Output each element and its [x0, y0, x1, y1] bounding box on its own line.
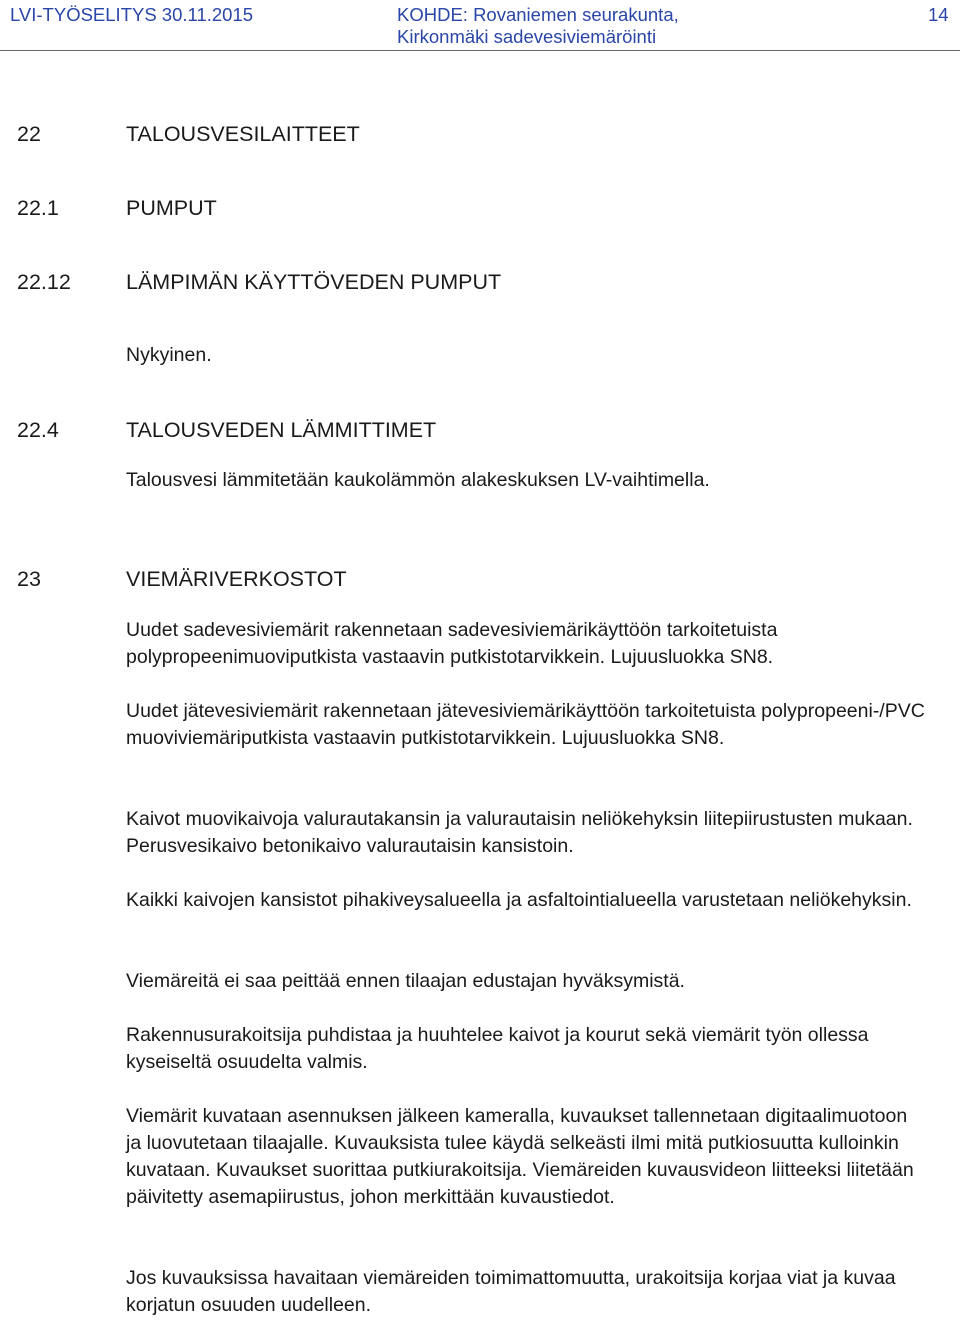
- paragraph-kaivot: Kaivot muovikaivoja valurautakansin ja valurautaisin neliökehyksin liitepiirustusten mukaan. Perusvesikaivo betonikaivo valurautaisin kansistoin.: [126, 808, 913, 857]
- section-heading-22-4: TALOUSVEDEN LÄMMITTIMET: [126, 418, 437, 442]
- project-line-2: Kirkonmäki sadevesiviemäröinti: [397, 26, 657, 47]
- paragraph-kansistot: Kaikki kaivojen kansistot pihakiveysalueella ja asfaltointialueella varustetaan neliökehyksin.: [126, 889, 912, 911]
- paragraph-korjaus: Jos kuvauksissa havaitaan viemäreiden toimimattomuutta, urakoitsija korjaa viat ja kuvaa korjatun osuuden uudelleen.: [126, 1267, 896, 1316]
- project-line-1: KOHDE: Rovaniemen seurakunta,: [397, 4, 679, 25]
- section-number-22-12: 22.12: [17, 270, 71, 294]
- section-heading-22-1: PUMPUT: [126, 196, 217, 220]
- section-number-22-4: 22.4: [17, 418, 59, 442]
- section-number-22: 22: [17, 122, 41, 146]
- paragraph-kuvaus: Viemärit kuvataan asennuksen jälkeen kameralla, kuvaukset tallennetaan digitaalimuotoon ja luovutetaan tilaajalle. Kuvauksista tulee käydä selkeästi ilmi mitä putkiosuutta kulloinkin kuvataan. Kuvaukset suorittaa putkiurakoitsija. Viemäreiden kuvausvideon liitteeksi liitetään päivitetty asemapiirustus, johon merkittään kuvaustiedot.: [126, 1105, 914, 1208]
- section-number-23: 23: [17, 567, 41, 591]
- document-title: LVI-TYÖSELITYS 30.11.2015: [10, 4, 254, 25]
- page-number: 14: [928, 4, 949, 25]
- paragraph-nykyinen: Nykyinen.: [126, 344, 212, 366]
- paragraph-talousvesi: Talousvesi lämmitetään kaukolämmön alakeskuksen LV-vaihtimella.: [126, 469, 710, 491]
- project-info: [397, 4, 679, 48]
- page-header: [0, 0, 960, 51]
- paragraph-peittaminen: Viemäreitä ei saa peittää ennen tilaajan edustajan hyväksymistä.: [126, 970, 685, 992]
- section-heading-22-12: LÄMPIMÄN KÄYTTÖVEDEN PUMPUT: [126, 270, 502, 294]
- paragraph-jatevesiviemarit: Uudet jätevesiviemärit rakennetaan jätevesiviemärikäyttöön tarkoitetuista polypropeeni-/PVC muoviviemäriputkista vastaavin putkistotarvikkein. Lujuusluokka SN8.: [126, 700, 925, 749]
- section-heading-22: TALOUSVESILAITTEET: [126, 122, 360, 146]
- section-number-22-1: 22.1: [17, 196, 59, 220]
- paragraph-puhdistus: Rakennusurakoitsija puhdistaa ja huuhtelee kaivot ja kourut sekä viemärit työn ollessa kyseiseltä osuudelta valmis.: [126, 1024, 869, 1073]
- paragraph-sadevesiviemarit: Uudet sadevesiviemärit rakennetaan sadevesiviemärikäyttöön tarkoitetuista polypropeenimuoviputkista vastaavin putkistotarvikkein. Lujuusluokka SN8.: [126, 619, 778, 668]
- section-heading-23: VIEMÄRIVERKOSTOT: [126, 567, 347, 591]
